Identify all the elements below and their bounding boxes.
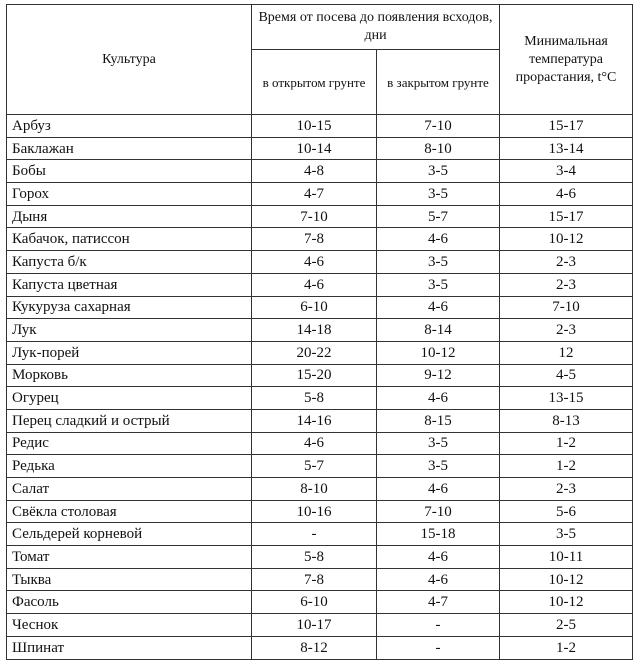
min-temp-cell: 12 (500, 341, 633, 364)
table-row (7, 432, 633, 455)
culture-cell: Редька (7, 455, 252, 478)
min-temp-cell: 10-11 (500, 546, 633, 569)
closed-ground-cell: 4-7 (377, 591, 500, 614)
table-row (7, 205, 633, 228)
closed-ground-cell: 5-7 (377, 205, 500, 228)
min-temp-cell: 15-17 (500, 115, 633, 138)
min-temp-cell: 4-5 (500, 364, 633, 387)
open-ground-cell: 8-12 (252, 636, 377, 659)
table-row (7, 228, 633, 251)
min-temp-cell: 1-2 (500, 455, 633, 478)
culture-cell: Редис (7, 432, 252, 455)
table-header (7, 5, 633, 115)
table-row (7, 273, 633, 296)
closed-ground-cell: 3-5 (377, 160, 500, 183)
culture-cell: Салат (7, 478, 252, 501)
culture-cell: Лук (7, 319, 252, 342)
closed-ground-cell: 8-15 (377, 409, 500, 432)
open-ground-cell: 4-6 (252, 273, 377, 296)
open-ground-cell: 4-8 (252, 160, 377, 183)
closed-ground-cell: 7-10 (377, 500, 500, 523)
table-row (7, 183, 633, 206)
table-row (7, 341, 633, 364)
open-ground-cell: 5-8 (252, 546, 377, 569)
culture-cell: Капуста цветная (7, 273, 252, 296)
min-temp-cell: 7-10 (500, 296, 633, 319)
culture-cell: Чеснок (7, 614, 252, 637)
min-temp-cell: 1-2 (500, 432, 633, 455)
open-ground-cell: 20-22 (252, 341, 377, 364)
min-temp-cell: 10-12 (500, 228, 633, 251)
closed-ground-cell: - (377, 614, 500, 637)
open-ground-cell: 7-10 (252, 205, 377, 228)
open-ground-cell: 4-7 (252, 183, 377, 206)
culture-cell: Свёкла столовая (7, 500, 252, 523)
closed-ground-cell: 4-6 (377, 296, 500, 319)
culture-cell: Перец сладкий и острый (7, 409, 252, 432)
closed-ground-cell: 3-5 (377, 432, 500, 455)
culture-cell: Бобы (7, 160, 252, 183)
min-temp-cell: 4-6 (500, 183, 633, 206)
open-ground-cell: 7-8 (252, 568, 377, 591)
closed-ground-cell: 4-6 (377, 546, 500, 569)
min-temp-cell: 2-3 (500, 251, 633, 274)
culture-cell: Огурец (7, 387, 252, 410)
open-ground-cell: 4-6 (252, 432, 377, 455)
min-temp-cell: 3-5 (500, 523, 633, 546)
closed-ground-cell: 3-5 (377, 273, 500, 296)
culture-cell: Дыня (7, 205, 252, 228)
header-time-group: Время от посева до появления всходов, дни (252, 5, 500, 50)
min-temp-cell: 13-14 (500, 137, 633, 160)
table-row (7, 319, 633, 342)
culture-cell: Томат (7, 546, 252, 569)
culture-cell: Кукуруза сахарная (7, 296, 252, 319)
table-row (7, 523, 633, 546)
culture-cell: Лук-порей (7, 341, 252, 364)
closed-ground-cell: 7-10 (377, 115, 500, 138)
min-temp-cell: 5-6 (500, 500, 633, 523)
table-row (7, 478, 633, 501)
culture-cell: Кабачок, патиссон (7, 228, 252, 251)
min-temp-cell: 2-3 (500, 273, 633, 296)
closed-ground-cell: 3-5 (377, 455, 500, 478)
open-ground-cell: 10-17 (252, 614, 377, 637)
min-temp-cell: 2-3 (500, 319, 633, 342)
min-temp-cell: 1-2 (500, 636, 633, 659)
closed-ground-cell: - (377, 636, 500, 659)
open-ground-cell: 14-18 (252, 319, 377, 342)
closed-ground-cell: 4-6 (377, 387, 500, 410)
header-min-temp: Минимальная температура прорастания, t°C (500, 5, 633, 115)
culture-cell: Капуста б/к (7, 251, 252, 274)
closed-ground-cell: 8-14 (377, 319, 500, 342)
culture-cell: Сельдерей корневой (7, 523, 252, 546)
open-ground-cell: 10-15 (252, 115, 377, 138)
closed-ground-cell: 9-12 (377, 364, 500, 387)
table-row (7, 636, 633, 659)
header-closed-ground: в закрытом грунте (377, 50, 500, 115)
closed-ground-cell: 4-6 (377, 478, 500, 501)
table-row (7, 160, 633, 183)
open-ground-cell: 6-10 (252, 591, 377, 614)
culture-cell: Баклажан (7, 137, 252, 160)
open-ground-cell: 14-16 (252, 409, 377, 432)
table-row (7, 455, 633, 478)
min-temp-cell: 2-3 (500, 478, 633, 501)
closed-ground-cell: 3-5 (377, 183, 500, 206)
open-ground-cell: 8-10 (252, 478, 377, 501)
table-row (7, 137, 633, 160)
header-open-ground: в открытом грунте (252, 50, 377, 115)
closed-ground-cell: 4-6 (377, 568, 500, 591)
table-row (7, 546, 633, 569)
table-row (7, 614, 633, 637)
open-ground-cell: 15-20 (252, 364, 377, 387)
closed-ground-cell: 8-10 (377, 137, 500, 160)
open-ground-cell: 5-7 (252, 455, 377, 478)
table-row (7, 568, 633, 591)
table-row (7, 500, 633, 523)
open-ground-cell: 10-16 (252, 500, 377, 523)
germination-table (6, 4, 633, 660)
open-ground-cell: 6-10 (252, 296, 377, 319)
open-ground-cell: 4-6 (252, 251, 377, 274)
closed-ground-cell: 3-5 (377, 251, 500, 274)
culture-cell: Арбуз (7, 115, 252, 138)
open-ground-cell: 5-8 (252, 387, 377, 410)
closed-ground-cell: 10-12 (377, 341, 500, 364)
open-ground-cell: 7-8 (252, 228, 377, 251)
table-row (7, 591, 633, 614)
closed-ground-cell: 4-6 (377, 228, 500, 251)
table-row (7, 115, 633, 138)
min-temp-cell: 10-12 (500, 591, 633, 614)
culture-cell: Горох (7, 183, 252, 206)
table-row (7, 251, 633, 274)
min-temp-cell: 2-5 (500, 614, 633, 637)
culture-cell: Фасоль (7, 591, 252, 614)
min-temp-cell: 3-4 (500, 160, 633, 183)
closed-ground-cell: 15-18 (377, 523, 500, 546)
min-temp-cell: 13-15 (500, 387, 633, 410)
min-temp-cell: 8-13 (500, 409, 633, 432)
open-ground-cell: - (252, 523, 377, 546)
table-row (7, 387, 633, 410)
culture-cell: Морковь (7, 364, 252, 387)
culture-cell: Тыква (7, 568, 252, 591)
table-row (7, 364, 633, 387)
culture-cell: Шпинат (7, 636, 252, 659)
open-ground-cell: 10-14 (252, 137, 377, 160)
table-body (7, 115, 633, 660)
header-culture: Культура (7, 5, 252, 115)
min-temp-cell: 10-12 (500, 568, 633, 591)
min-temp-cell: 15-17 (500, 205, 633, 228)
table-row (7, 296, 633, 319)
table-row (7, 409, 633, 432)
